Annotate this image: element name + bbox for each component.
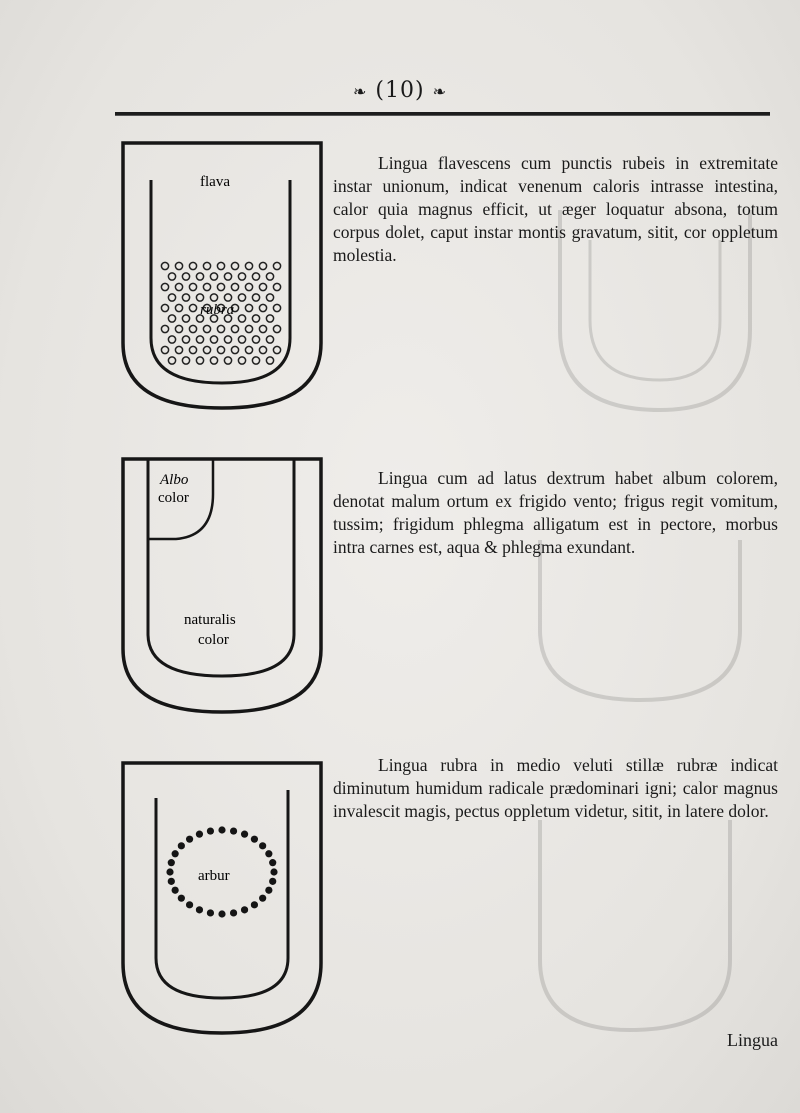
paragraph-1: Lingua flavescens cum punctis rubeis in extremitate instar unionum, indicat venenum caloris intrasse intestina, calor quia magnus efficit, ut æger loquatur absona, totum corpus dolet, caput instar montis gravatum, sitit, cor oppletum molestia. [333, 153, 778, 265]
label-albo: Albo [160, 472, 189, 488]
red-spot [210, 294, 217, 301]
label-naturalis: naturalis [184, 612, 236, 628]
red-drop [269, 859, 276, 866]
red-spot [196, 336, 203, 343]
red-drop [186, 901, 193, 908]
red-spot [238, 315, 245, 322]
paragraph-3: Lingua rubra in medio veluti stillæ rubræ indicat diminutum humidum radicale prædominari igni; calor magnus invalescit magis, pectus oppletum videtur, sitit, in latere dolor. [333, 755, 778, 821]
red-spot [168, 294, 175, 301]
red-spot [196, 273, 203, 280]
red-spot [252, 357, 259, 364]
tongue-figure-2 [118, 454, 328, 719]
label-color-1: color [158, 490, 189, 506]
red-spot [182, 315, 189, 322]
red-spot [259, 262, 266, 269]
red-drop [241, 831, 248, 838]
red-drop [207, 909, 214, 916]
red-spot [245, 304, 252, 311]
red-spot [168, 273, 175, 280]
red-drop [269, 878, 276, 885]
red-drop [265, 850, 272, 857]
red-spot [252, 336, 259, 343]
red-spot [231, 325, 238, 332]
red-spot [273, 304, 280, 311]
red-spot [203, 262, 210, 269]
red-spot [196, 357, 203, 364]
page-number: (10) [375, 78, 425, 103]
red-drop [168, 859, 175, 866]
red-spot [217, 283, 224, 290]
red-spot [189, 325, 196, 332]
header-rule [115, 112, 770, 116]
red-spot [266, 315, 273, 322]
red-spot [210, 357, 217, 364]
red-spot [175, 262, 182, 269]
red-drop [172, 850, 179, 857]
red-drop [230, 909, 237, 916]
red-spot [217, 325, 224, 332]
red-spot [245, 283, 252, 290]
red-drop [218, 826, 225, 833]
red-drop [251, 836, 258, 843]
red-spot [231, 262, 238, 269]
red-drop [218, 910, 225, 917]
red-drop [270, 868, 277, 875]
red-drop [168, 878, 175, 885]
red-spot [203, 346, 210, 353]
paragraph-2: Lingua cum ad latus dextrum habet album colorem, denotat malum ortum ex frigido vento; frigus regit vomitum, tussim; frigidum phlegma alligatum est in pectore, morbus intra carnes est, aqua & phlegma exundant. [333, 468, 778, 557]
red-spot [238, 294, 245, 301]
red-spot [245, 325, 252, 332]
red-spot [224, 294, 231, 301]
red-spot [182, 294, 189, 301]
red-spot [259, 304, 266, 311]
red-spot [217, 262, 224, 269]
red-drop [259, 895, 266, 902]
red-spot [189, 346, 196, 353]
bleed-through-figures [520, 200, 780, 1050]
red-drop [172, 887, 179, 894]
red-drop [259, 842, 266, 849]
red-spot [273, 262, 280, 269]
red-spot [189, 262, 196, 269]
red-spot [238, 357, 245, 364]
red-drop [251, 901, 258, 908]
red-spot [245, 262, 252, 269]
red-spot [259, 283, 266, 290]
red-spot [182, 336, 189, 343]
red-spot [168, 315, 175, 322]
red-drop [207, 827, 214, 834]
red-spot [175, 304, 182, 311]
red-spot [231, 283, 238, 290]
red-spot [189, 304, 196, 311]
ornament-right-icon: ❧ [432, 82, 447, 101]
red-drop [196, 831, 203, 838]
red-spot [252, 294, 259, 301]
red-drop [196, 906, 203, 913]
red-spot [266, 273, 273, 280]
label-rubra: rubra [200, 302, 235, 318]
red-spot [217, 346, 224, 353]
label-color-2: color [198, 632, 229, 648]
red-drop [241, 906, 248, 913]
red-drop [166, 868, 173, 875]
red-spot [245, 346, 252, 353]
red-spot [238, 336, 245, 343]
red-spot [259, 346, 266, 353]
red-spot [266, 336, 273, 343]
red-spot [210, 273, 217, 280]
catchword: Lingua [727, 1030, 778, 1050]
red-spot [273, 346, 280, 353]
red-spot [196, 294, 203, 301]
red-spot [231, 346, 238, 353]
red-spot [161, 262, 168, 269]
red-spot [161, 283, 168, 290]
red-spot [175, 283, 182, 290]
red-spot [252, 273, 259, 280]
red-spot [168, 336, 175, 343]
red-spot [175, 346, 182, 353]
red-spot [210, 336, 217, 343]
red-spot [161, 325, 168, 332]
page-header [0, 78, 800, 103]
red-drop [230, 827, 237, 834]
red-spot [259, 325, 266, 332]
red-spot [252, 315, 259, 322]
red-drop [178, 895, 185, 902]
red-spot [161, 346, 168, 353]
red-spot [238, 273, 245, 280]
red-drop [178, 842, 185, 849]
red-spot [161, 304, 168, 311]
red-spot [168, 357, 175, 364]
red-spot [182, 273, 189, 280]
red-spot [203, 283, 210, 290]
red-spot [266, 294, 273, 301]
tongue-figure-3 [118, 758, 328, 1040]
tongue-figure-1 [118, 138, 328, 418]
label-flava: flava [200, 174, 230, 190]
red-spot [189, 283, 196, 290]
red-spot [273, 325, 280, 332]
red-spot [175, 325, 182, 332]
red-spot [266, 357, 273, 364]
red-drop [265, 887, 272, 894]
red-spot [203, 325, 210, 332]
red-spot [224, 336, 231, 343]
red-spot [182, 357, 189, 364]
red-spot [224, 357, 231, 364]
red-spot [224, 273, 231, 280]
red-spot [273, 283, 280, 290]
red-drop [186, 836, 193, 843]
ornament-left-icon: ❧ [353, 82, 368, 101]
label-arbur: arbur [198, 868, 230, 884]
